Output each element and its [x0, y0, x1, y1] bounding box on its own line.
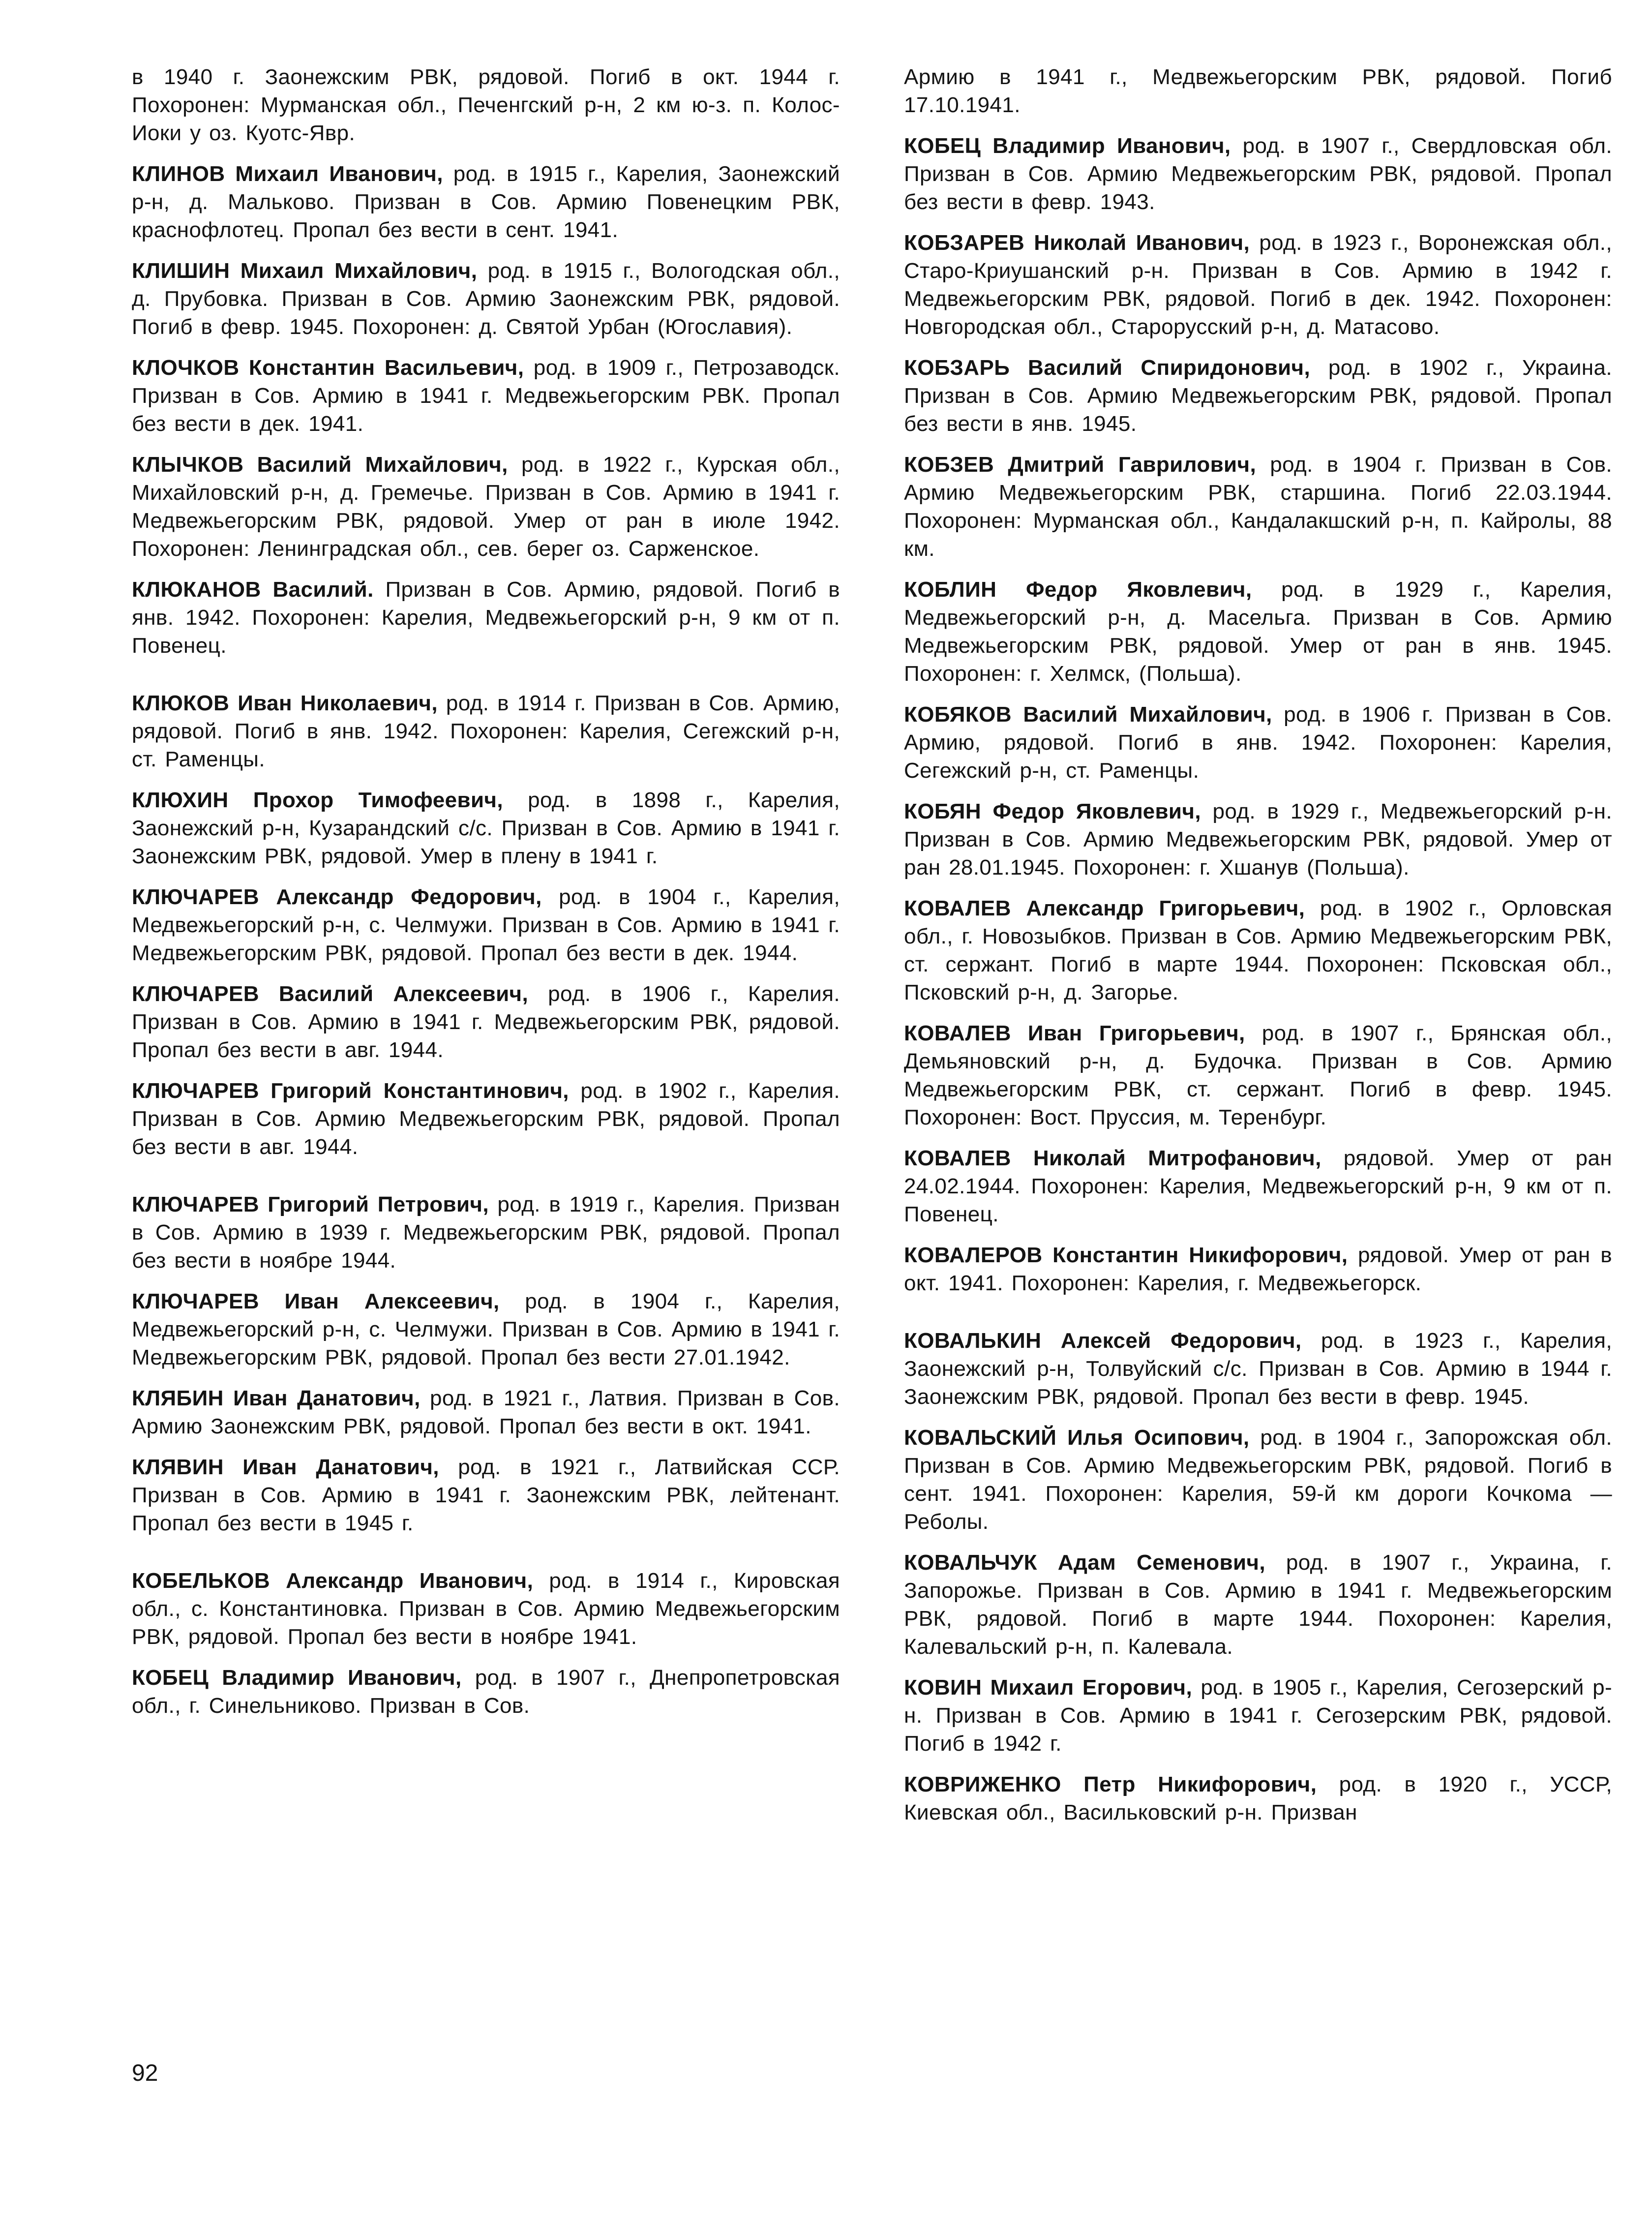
entry: [132, 1664, 840, 1720]
entry-text: род. в 1905 г., Карелия, Сегозерский р-н. Призван в Сов. Армию в 1941 г. Сегозерским РВК, рядовой. Погиб в 1942 г.: [904, 1675, 1612, 1756]
entry-text: род. в 1914 г. Призван в Сов. Армию, рядовой. Погиб в янв. 1942. Похоронен: Карелия, Сегежский р-н, ст. Раменцы.: [132, 691, 840, 771]
entry-text: род. в 1898 г., Карелия, Заонежский р-н, Кузарандский с/с. Призван в Сов. Армию в 1941 г. Заонежским РВК, рядовой. Умер в плену в 1941 г.: [132, 788, 840, 868]
entry: [132, 883, 840, 967]
entry-text: род. в 1906 г., Карелия. Призван в Сов. Армию в 1941 г. Медвежьегорским РВК, рядовой. Пропал без вести в авг. 1944.: [132, 982, 841, 1062]
entry-text: род. в 1904 г., Карелия, Медвежьегорский р-н, с. Челмужи. Призван в Сов. Армию в 1941 г. Медвежьегорским РВК, рядовой. Пропал без вести в дек. 1944.: [132, 885, 841, 965]
entry-text: род. в 1904 г. Призван в Сов. Армию Медвежьегорским РВК, старшина. Погиб 22.03.1944. Похоронен: Мурманская обл., Кандалакшский р-н, п. Кайролы, 88 км.: [904, 453, 1612, 561]
entry-text: Армию в 1941 г., Медвежьегорским РВК, рядовой. Погиб 17.10.1941.: [904, 65, 1612, 117]
entry: [132, 63, 840, 147]
entry: [904, 576, 1612, 688]
entry-name: КОВАЛЕВ Николай Митрофанович,: [904, 1146, 1322, 1170]
entry: [132, 1453, 840, 1537]
entry-name: КОВАЛЬСКИЙ Илья Осипович,: [904, 1426, 1250, 1450]
right-column: [904, 63, 1612, 1839]
entry: [904, 894, 1612, 1006]
entry-text: род. в 1907 г., Днепропетровская обл., г. Синельниково. Призван в Сов.: [132, 1666, 841, 1718]
entry: [132, 257, 840, 341]
entry-name: КОБЯКОВ Василий Михайлович,: [904, 702, 1272, 727]
entry-text: род. в 1920 г., УССР, Киевская обл., Васильковский р-н. Призван: [904, 1772, 1612, 1824]
entry: [904, 797, 1612, 882]
entry: [132, 1077, 840, 1161]
entry-name: КОВАЛЕВ Иван Григорьевич,: [904, 1021, 1245, 1045]
entry-text: рядовой. Умер от ран 24.02.1944. Похоронен: Карелия, Медвежьегорский р-н, 9 км от п. Повенец.: [904, 1146, 1612, 1226]
entry: [904, 700, 1612, 785]
entry: [904, 1327, 1612, 1411]
entry-text: род. в 1921 г., Латвийская ССР. Призван в Сов. Армию в 1941 г. Заонежским РВК, лейтенант. Пропал без вести в 1945 г.: [132, 1455, 840, 1535]
entry: [904, 1424, 1612, 1536]
entry-name: КЛЮКАНОВ Василий.: [132, 578, 374, 602]
entry: [904, 1019, 1612, 1131]
entry: [904, 1144, 1612, 1228]
entry-text: Призван в Сов. Армию, рядовой. Погиб в янв. 1942. Похоронен: Карелия, Медвежьегорский р-н, 9 км от п. Повенец.: [132, 578, 840, 658]
entry-text: в 1940 г. Заонежским РВК, рядовой. Погиб в окт. 1944 г. Похоронен: Мурманская обл., Печенгский р-н, 2 км ю-з. п. Колос-Иоки у оз. Куотс-Явр.: [132, 65, 840, 145]
entry: [904, 354, 1612, 438]
entry-name: КЛОЧКОВ Константин Васильевич,: [132, 356, 524, 380]
entry: [904, 1770, 1612, 1826]
entry-text: род. в 1914 г., Кировская обл., с. Константиновка. Призван в Сов. Армию Медвежьегорским РВК, рядовой. Пропал без вести в ноябре 1941.: [132, 1569, 840, 1649]
entry-text: род. в 1904 г., Запорожская обл. Призван в Сов. Армию Медвежьегорским РВК, рядовой. Погиб в сент. 1941. Похоронен: Карелия, 59-й км дороги Кочкома — Реболы.: [904, 1426, 1613, 1534]
entry-name: КЛЮЧАРЕВ Василий Алексеевич,: [132, 982, 529, 1006]
entry: [904, 451, 1612, 563]
entry: [904, 1241, 1612, 1297]
entry-text: род. в 1915 г., Вологодская обл., д. Прубовка. Призван в Сов. Армию Заонежским РВК, рядовой. Погиб в февр. 1945. Похоронен: д. Святой Урбан (Югославия).: [132, 259, 840, 339]
entry: [132, 1190, 840, 1275]
entry-text: род. в 1906 г. Призван в Сов. Армию, рядовой. Погиб в янв. 1942. Похоронен: Карелия, Сегежский р-н, ст. Раменцы.: [904, 702, 1612, 783]
entry-text: род. в 1929 г., Карелия, Медвежьегорский р-н, д. Масельга. Призван в Сов. Армию Медвежьегорским РВК, рядовой. Умер от ран в янв. 1945. Похоронен: г. Хелмск, (Польша).: [904, 578, 1612, 686]
entry: [132, 1384, 840, 1440]
page-number: 92: [132, 2060, 158, 2086]
entry-name: КОБЗЕВ Дмитрий Гаврилович,: [904, 453, 1257, 477]
entry-name: КОБЗАРЬ Василий Спиридонович,: [904, 356, 1311, 380]
entry-text: род. в 1929 г., Медвежьегорский р-н. Призван в Сов. Армию Медвежьегорским РВК, рядовой. Умер от ран 28.01.1945. Похоронен: г. Хшанув (Польша).: [904, 799, 1612, 880]
entry-name: КЛЮЧАРЕВ Григорий Петрович,: [132, 1192, 489, 1216]
entry-text: род. в 1902 г., Карелия. Призван в Сов. Армию Медвежьегорским РВК, рядовой. Пропал без вести в авг. 1944.: [132, 1079, 840, 1159]
entry: [132, 786, 840, 870]
entry-text: род. в 1907 г., Свердловская обл. Призван в Сов. Армию Медвежьегорским РВК, рядовой. Пропал без вести в февр. 1943.: [904, 134, 1612, 214]
entry-name: КОБЕЦ Владимир Иванович,: [904, 134, 1231, 158]
entry: [132, 1287, 840, 1371]
entry-name: КЛЯБИН Иван Данатович,: [132, 1386, 421, 1410]
entry-name: КЛЯВИН Иван Данатович,: [132, 1455, 439, 1479]
entry-text: род. в 1902 г., Орловская обл., г. Новозыбков. Призван в Сов. Армию Медвежьегорским РВК, ст. сержант. Погиб в марте 1944. Похоронен: Псковская обл., Псковский р-н, д. Загорье.: [904, 896, 1612, 1004]
entry: [904, 1673, 1612, 1758]
entry-name: КЛЮХИН Прохор Тимофеевич,: [132, 788, 503, 812]
entry-name: КОВАЛЕРОВ Константин Никифорович,: [904, 1243, 1348, 1267]
entry-name: КЛЮКОВ Иван Николаевич,: [132, 691, 438, 715]
entry: [904, 1549, 1612, 1661]
entry-name: КЛИШИН Михаил Михайлович,: [132, 259, 478, 283]
left-column: [132, 63, 840, 1733]
entry-name: КЛЮЧАРЕВ Григорий Константинович,: [132, 1079, 569, 1103]
entry: [132, 160, 840, 244]
entry-name: КОБЕЦ Владимир Иванович,: [132, 1666, 462, 1690]
entry-text: род. в 1919 г., Карелия. Призван в Сов. Армию в 1939 г. Медвежьегорским РВК, рядовой. Пропал без вести в ноябре 1944.: [132, 1192, 840, 1273]
entry: [132, 980, 840, 1064]
entry-text: род. в 1923 г., Воронежская обл., Старо-Криушанский р-н. Призван в Сов. Армию в 1942 г. Медвежьегорским РВК, рядовой. Погиб в дек. 1942. Похоронен: Новгородская обл., Старорусский р-н, д. Матасово.: [904, 231, 1612, 339]
entry-name: КОВАЛЬКИН Алексей Федорович,: [904, 1329, 1302, 1353]
entry-name: КОВАЛЕВ Александр Григорьевич,: [904, 896, 1305, 920]
entry-text: род. в 1915 г., Карелия, Заонежский р-н, д. Мальково. Призван в Сов. Армию Повенецким РВК, краснофлотец. Пропал без вести в сент. 1941.: [132, 162, 840, 242]
entry: [904, 132, 1612, 216]
entry-text: род. в 1902 г., Украина. Призван в Сов. Армию Медвежьегорским РВК, рядовой. Пропал без вести в янв. 1945.: [904, 356, 1612, 436]
entry-name: КОБЯН Федор Яковлевич,: [904, 799, 1201, 823]
entry-name: КОБЗАРЕВ Николай Иванович,: [904, 231, 1250, 255]
entry-name: КОВАЛЬЧУК Адам Семенович,: [904, 1550, 1265, 1575]
entry-text: род. в 1907 г., Украина, г. Запорожье. Призван в Сов. Армию в 1941 г. Медвежьегорским РВК, рядовой. Погиб в марте 1944. Похоронен: Карелия, Калевальский р-н, п. Калевала.: [904, 1550, 1612, 1659]
entry-name: КЛЮЧАРЕВ Александр Федорович,: [132, 885, 542, 909]
entry-name: КЛИНОВ Михаил Иванович,: [132, 162, 443, 186]
entry: [904, 229, 1612, 341]
entry-text: род. в 1907 г., Брянская обл., Демьяновский р-н, д. Будочка. Призван в Сов. Армию Медвежьегорским РВК, ст. сержант. Погиб в февр. 1945. Похоронен: Вост. Пруссия, м. Теренбург.: [904, 1021, 1612, 1129]
entry-text: рядовой. Умер от ран в окт. 1941. Похоронен: Карелия, г. Медвежьегорск.: [904, 1243, 1612, 1295]
entry-text: род. в 1909 г., Петрозаводск. Призван в Сов. Армию в 1941 г. Медвежьегорским РВК. Пропал без вести в дек. 1941.: [132, 356, 841, 436]
entry-name: КОБЛИН Федор Яковлевич,: [904, 578, 1252, 602]
entry-name: КЛЫЧКОВ Василий Михайлович,: [132, 453, 508, 477]
entry: [132, 689, 840, 773]
entry-text: род. в 1904 г., Карелия, Медвежьегорский р-н, с. Челмужи. Призван в Сов. Армию в 1941 г. Медвежьегорским РВК, рядовой. Пропал без вести 27.01.1942.: [132, 1289, 840, 1369]
entry-name: КОВРИЖЕНКО Петр Никифорович,: [904, 1772, 1317, 1796]
entry-name: КЛЮЧАРЕВ Иван Алексеевич,: [132, 1289, 500, 1313]
entry-text: род. в 1921 г., Латвия. Призван в Сов. Армию Заонежским РВК, рядовой. Пропал без вести в окт. 1941.: [132, 1386, 840, 1438]
entry: [132, 354, 840, 438]
entry-text: род. в 1923 г., Карелия, Заонежский р-н, Толвуйский с/с. Призван в Сов. Армию в 1944 г. Заонежским РВК, рядовой. Пропал без вести в февр. 1945.: [904, 1329, 1613, 1409]
entry-text: род. в 1922 г., Курская обл., Михайловский р-н, д. Гремечье. Призван в Сов. Армию в 1941 г. Медвежьегорским РВК, рядовой. Умер от ран в июле 1942. Похоронен: Ленинградская обл., сев. берег оз. Сарженское.: [132, 453, 840, 561]
entry: [132, 1567, 840, 1651]
entry: [132, 576, 840, 660]
entry: [132, 451, 840, 563]
entry-name: КОБЕЛЬКОВ Александр Иванович,: [132, 1569, 534, 1593]
entry: [904, 63, 1612, 119]
entry-name: КОВИН Михаил Егорович,: [904, 1675, 1193, 1700]
